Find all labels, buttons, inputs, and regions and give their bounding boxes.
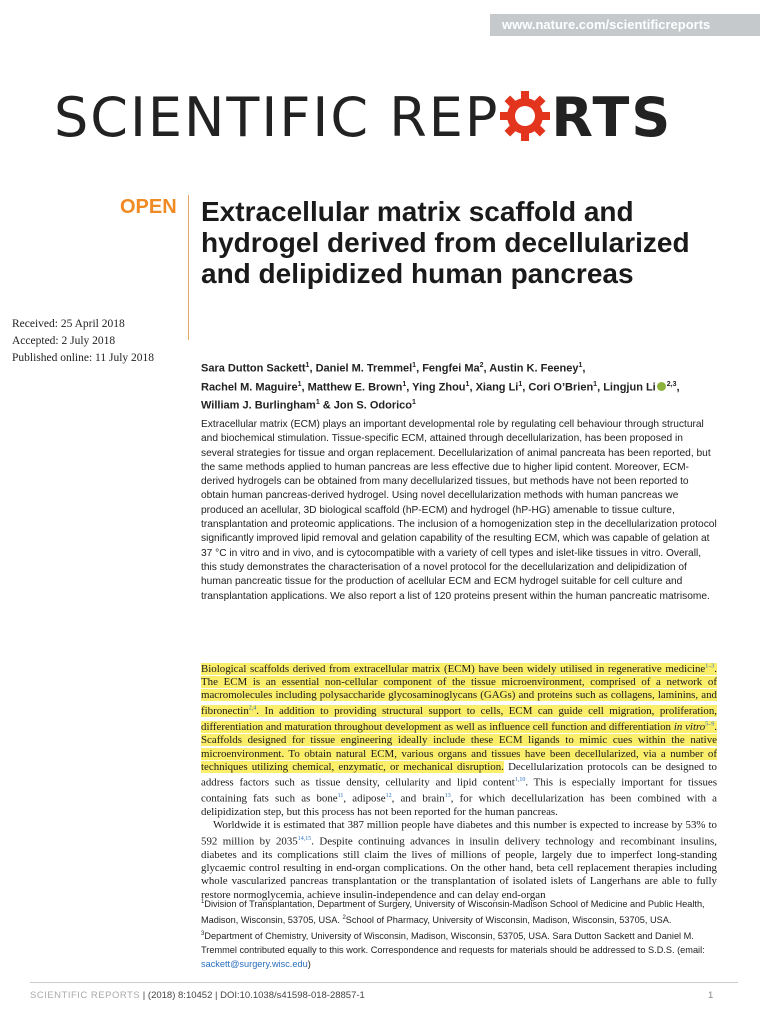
affiliation-footnote: $^1$Division of Transplantation, Department of Surgery, University of Wisconsin-Madison School of Medicine and Public Health, Madison, Wisconsin, 53705, USA. $^2$School of Pharmacy, University of Wisconsin, Madison, Wisconsin, 53705, USA. $^3$Department of Chemistry, University of Wisconsin, Madison, Wisconsin, 53705, USA. Sara Dutton Sackett and Daniel M. Tremmel contributed equally to this work. Correspondence and requests for materials should be addressed to S.D.S. (email: sackett@surgery.wisc.edu) (201, 899, 705, 970)
body-text (201, 660, 717, 902)
author-name[interactable]: Sara Dutton Sackett (201, 362, 306, 375)
author-name[interactable]: Xiang Li (475, 381, 519, 394)
paragraph: Biological scaffolds derived from extracellular matrix (ECM) have been widely utilised in regenerative medicine$^{1-3}$. The ECM is an essential non-cellular component of the tissue microenvironment, comprised of a network of macromolecules including polysaccharide glycosaminoglycans (GAGs) and proteins such as collagens, laminins, and fibronectin$^{2,4}$. In addition to providing structural support to cells, ECM can guide cell migration, proliferation, differentiation and maturation throughout development as well as influence cell function and differentiation in vitro$^{5-9}$. Scaffolds designed for tissue engineering ideally include these ECM ligands to mimic cues within the native microenvironment. To obtain natural ECM, various organs and tissues have been decellularized, via a number of techniques utilizing chemical, enzymatic, or mechanical disruption. Decellularization protocols can be designed to address factors such as tissue density, cellularity and lipid content$^{1,10}$. This is especially important for tissues containing fats such as bone$^{11}$, adipose$^{12}$, and brain$^{13}$, for which decellularization has been combined with a delipidization step, but this process has not been reported for the human pancreas. (201, 662, 717, 819)
article-title: Extracellular matrix scaffold and hydrogel derived from decellularized and delipidized human pancreas (201, 196, 690, 289)
author-name[interactable]: Austin K. Feeney (489, 362, 579, 375)
open-access-label: OPEN (120, 196, 177, 218)
reference-link[interactable]: 5–9 (705, 721, 715, 728)
author-list: Sara Dutton Sackett$^1$, Daniel M. Tremmel$^1$, Fengfei Ma$^2$, Austin K. Feeney$^1$, Rachel M. Maguire$^1$, Matthew E. Brown$^1$, Ying Zhou$^1$, Xiang Li$^1$, Cori O’Brien$^1$, Lingjun Li $^{2,3}$, William J. Burlingham$^1$ & Jon S. Odorico$^1$ (201, 362, 680, 412)
author-name[interactable]: Matthew E. Brown (307, 381, 403, 394)
orcid-icon[interactable] (657, 382, 666, 391)
received-date: Received: 25 April 2018 (12, 318, 125, 330)
email-link[interactable]: sackett@surgery.wisc.edu (201, 959, 308, 970)
reference-link[interactable]: 1–3 (705, 663, 715, 669)
footer-citation[interactable]: | (2018) 8:10452 | DOI:10.1038/s41598-018-28857-1 (140, 990, 365, 1001)
highlighted-text: Biological scaffolds derived from extracellular matrix (ECM) have been widely utilised in regenerative medicine$^{1-3}$. The ECM is an essential non-cellular component of the tissue microenvironment, comprised of a network of macromolecules including polysaccharide glycosaminoglycans (GAGs) and proteins such as collagens, laminins, and fibronectin$^{2,4}$. In addition to providing structural support to cells, ECM can guide cell migration, proliferation, differentiation and maturation throughout development as well as influence cell function and differentiation in vitro$^{5-9}$. Scaffolds designed for tissue engineering ideally include these ECM ligands to mimic cues within the native microenvironment. To obtain natural ECM, various organs and tissues have been decellularized, via a number of techniques utilizing chemical, enzymatic, or mechanical disruption. (201, 662, 717, 773)
author-name[interactable]: Fengfei Ma (422, 362, 480, 375)
reference-link[interactable]: 12 (385, 793, 392, 800)
reference-link[interactable]: 2,4 (248, 705, 257, 712)
masthead-text-right: RTS (551, 86, 673, 149)
author-name[interactable]: Rachel M. Maguire (201, 381, 298, 394)
title-divider (188, 195, 189, 340)
reference-link[interactable]: 1,10 (514, 777, 526, 784)
page-footer (30, 990, 365, 1001)
abstract: Extracellular matrix (ECM) plays an important developmental role by regulating cell behaviour through structural and biochemical stimulation. Tissue-specific ECM, attained through decellularization, has been proposed in several strategies for tissue and organ replacement. Decellularization of animal pancreata has been reported, but the same methods applied to human pancreas are less effective due to higher lipid content. Moreover, ECM-derived hydrogels can be obtained from many decellularized tissues, but methods have not been reported to obtain human pancreas-derived hydrogel. Using novel decellularization methods with human pancreas we produced an acellular, 3D biological scaffold (hP-ECM) and hydrogel (hP-HG) amenable to tissue culture, transplantation and proteomic applications. The inclusion of a homogenization step in the decellularization protocol significantly improved lipid removal and gelation capability of the resulting ECM, which was capable of gelation at 37 °C in vitro and in vivo, and is cytocompatible with a variety of cell types and islet-like tissues in vitro. Overall, this study demonstrates the characterisation of a novel protocol for the decellularization and delipidization of human pancreatic tissue for the production of acellular ECM and ECM hydrogel suitable for cell culture and transplantation applications. We also report a list of 120 proteins present within the human pancreatic matrisome. (201, 419, 717, 602)
journal-masthead (54, 88, 714, 148)
footer-journal: SCIENTIFIC REPORTS (30, 990, 141, 1001)
reference-link[interactable]: 11 (337, 793, 344, 800)
author-name[interactable]: Ying Zhou (412, 381, 466, 394)
author-name[interactable]: Jon S. Odorico (333, 399, 413, 412)
published-date: Published online: 11 July 2018 (12, 352, 155, 364)
masthead-text-left: SCIENTIFIC REP (54, 86, 500, 149)
paragraph: Worldwide it is estimated that 387 million people have diabetes and this number is expected to increase by 53% to 592 million by 2035$^{14,15}$. Despite continuing advances in insulin delivery technology and recombinant insulins, diabetes and its complications still claim the lives of millions of people, largely due to imperfect long-standing glycaemic control resulting in end-organ complications. On the other hand, beta cell replacement therapies including whole vascularized pancreas transplantation or the transplantation of isolated islets of Langerhans are able to fully restore normoglycemia, achieve insulin-independence and can delay end-organ (201, 819, 717, 901)
reference-link[interactable]: 13 (444, 793, 451, 800)
author-name[interactable]: William J. Burlingham (201, 399, 316, 412)
page-number: 1 (708, 990, 714, 1001)
author-name[interactable]: Daniel M. Tremmel (315, 362, 413, 375)
reference-link[interactable]: 14,15 (297, 835, 312, 842)
author-name[interactable]: Lingjun Li (603, 381, 656, 394)
journal-url-banner[interactable]: www.nature.com/scientificreports (490, 14, 760, 36)
accepted-date: Accepted: 2 July 2018 (12, 335, 116, 347)
gear-logo-icon (499, 90, 551, 142)
footer-divider (30, 982, 738, 983)
author-name[interactable]: Cori O’Brien (528, 381, 594, 394)
article-dates (12, 316, 154, 367)
